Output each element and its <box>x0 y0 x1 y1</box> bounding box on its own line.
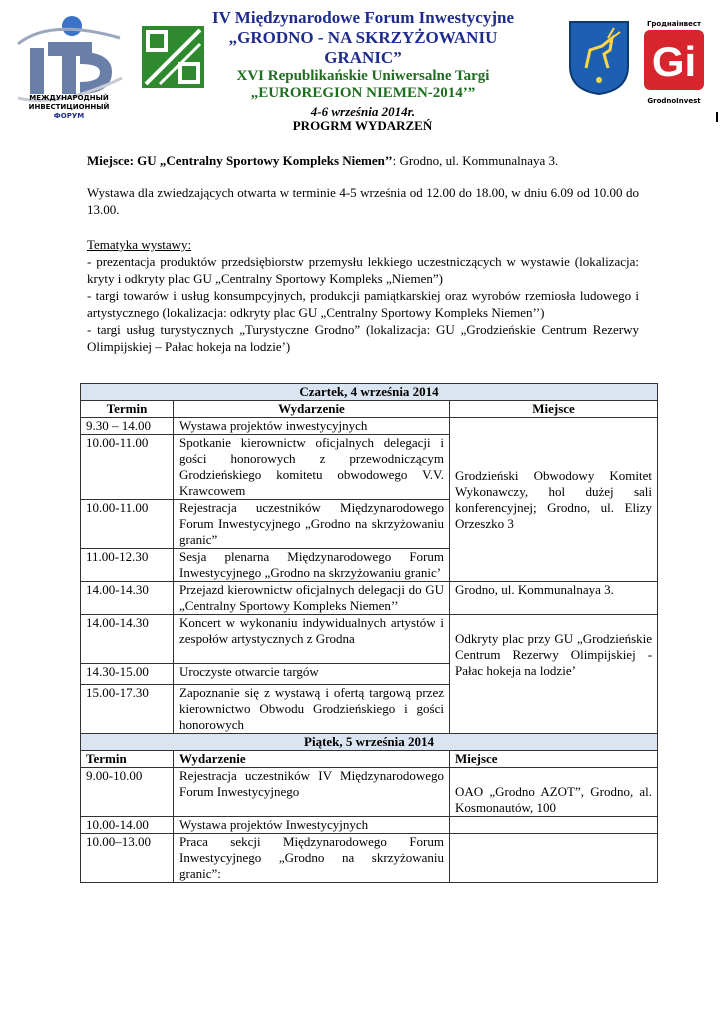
row-event: Uroczyste otwarcie targów <box>174 664 450 685</box>
gi-logo-graphic <box>638 28 710 92</box>
header-dates: 4-6 września 2014r. <box>310 104 416 119</box>
row-time: 9.00-10.00 <box>81 768 174 817</box>
program-title: PROGRM WYDARZEŃ <box>292 118 433 133</box>
opening-hours-paragraph: Wystawa dla zwiedzających otwarta w terminie 4-5 września od 12.00 do 18.00, w dniu 6.09 od 10.00 do 13.00. <box>87 185 639 217</box>
table-row <box>81 615 658 664</box>
row-time: 14.00-14.30 <box>81 582 174 615</box>
day2-title: Piątek, 5 września 2014 <box>81 734 658 751</box>
col-termin-header: Termin <box>81 401 174 418</box>
row-place: OAO „Grodno AZOT”, Grodno, al. Kosmonautów, 100 <box>450 768 658 817</box>
day-header-row <box>81 734 658 751</box>
row-time: 10.00-11.00 <box>81 500 174 549</box>
header-fair-name: „EUROREGION NIEMEN-2014’” <box>250 85 476 101</box>
row-event: Wystawa projektów inwestycyjnych <box>174 418 450 435</box>
row-time: 10.00–13.00 <box>81 834 174 883</box>
row-event: Zapoznanie się z wystawą i ofertą targową przez kierownictwo Obwodu Grodzieńskiego i gości honorowych <box>174 685 450 734</box>
header-forum-title: IV Międzynarodowe Forum Inwestycyjne <box>211 8 515 27</box>
row-time: 10.00-14.00 <box>81 817 174 834</box>
day1-title: Czartek, 4 września 2014 <box>81 384 658 401</box>
svg-text:Gi: Gi <box>651 38 697 85</box>
topic-item: - targi usług turystycznych „Turystyczne Grodno” (lokalizacja: GU „Grodzieńskie Centrum Rezerwy Olimpijskiej – Pałac hokeja na lodzie’) <box>87 322 639 354</box>
row-time: 14.00-14.30 <box>81 615 174 664</box>
venue-label: Miejsce: GU „Centralny Sportowy Kompleks Niemen’’ <box>87 153 393 168</box>
forum-logo-line2: ИНВЕСТИЦИОННЫЙ <box>28 103 110 111</box>
column-header-row <box>81 401 658 418</box>
fair-logo <box>142 26 204 88</box>
topic-item: - prezentacja produktów przedsiębiorstw przemysłu lekkiego uczestniczących w wystawie (lokalizacja: kryty i odkryty plac GU „Centralny Sportowy Kompleks „Niemen”) <box>87 254 639 286</box>
day-header-row <box>81 384 658 401</box>
topic-item: - targi towarów i usług konsumpcyjnych, produkcji pamiątkarskiej oraz wyrobów rzemiosła ludowego i artystycznego (lokalizacja: odkryty plac GU „Centralny Sportowy Kompleks Niemen’’) <box>87 288 639 320</box>
row-time: 11.00-12.30 <box>81 549 174 582</box>
forum-logo-line1: МЕЖДУНАРОДНЫЙ <box>29 94 109 102</box>
row-place-empty <box>450 834 658 883</box>
row-time: 9.30 – 14.00 <box>81 418 174 435</box>
forum-logo <box>10 8 128 128</box>
exhibition-topics <box>87 236 639 355</box>
table-row <box>81 834 658 883</box>
row-place: Grodno, ul. Kommunalnaya 3. <box>450 582 658 615</box>
col-event-header: Wydarzenie <box>174 401 450 418</box>
row-place: Grodzieński Obwodowy Komitet Wykonawczy, hol dużej sali konferencyjnej; Grodno, ul. Elizy Orzeszko 3 <box>450 418 658 582</box>
gi-logo-top-text: Гроднаiнвест <box>646 20 702 28</box>
row-event: Przejazd kierownictw oficjalnych delegacji do GU „Centralny Sportowy Kompleks Niemen’’ <box>174 582 450 615</box>
gi-logo-bottom-text: GrodnoInvest <box>647 97 701 105</box>
row-event: Wystawa projektów Inwestycyjnych <box>174 817 450 834</box>
row-event: Spotkanie kierownictw oficjalnych delegacji i gości honorowych z przewodniczącym Grodzieńskiego komitetu obwodowego V.V. Krawcowem <box>174 435 450 500</box>
row-time: 14.30-15.00 <box>81 664 174 685</box>
row-event: Rejestracja uczestników Międzynarodowego Forum Inwestycyjnego „Grodno na skrzyżowaniu granic” <box>174 500 450 549</box>
row-place-empty <box>450 817 658 834</box>
coat-of-arms-graphic <box>568 20 630 96</box>
forum-logo-line3: ФОРУМ <box>53 112 85 120</box>
grodnoinvest-logo <box>638 20 710 110</box>
row-event: Koncert w wykonaniu indywidualnych artystów i zespołów artystycznych z Grodna <box>174 615 450 664</box>
fair-logo-graphic <box>142 26 204 88</box>
row-event: Praca sekcji Międzynarodowego Forum Inwestycyjnego „Grodno na skrzyżowaniu granic”: <box>174 834 450 883</box>
table-row <box>81 418 658 435</box>
table-row <box>81 582 658 615</box>
venue-address: : Grodno, ul. Kommunalnaya 3. <box>392 153 559 168</box>
table-row <box>81 817 658 834</box>
row-event: Sesja plenarna Międzynarodowego Forum Inwestycyjnego „Grodno na skrzyżowaniu granic’ <box>174 549 450 582</box>
col-place-header: Miejsce <box>450 401 658 418</box>
col-event-header: Wydarzenie <box>174 751 450 768</box>
topics-heading: Tematyka wystawy: <box>87 237 192 252</box>
table-row <box>81 768 658 817</box>
row-time: 15.00-17.30 <box>81 685 174 734</box>
header-forum-name: „GRODNO - NA SKRZYŻOWANIU GRANIC” <box>228 28 498 67</box>
row-time: 10.00-11.00 <box>81 435 174 500</box>
col-termin-header: Termin <box>81 751 174 768</box>
row-place: Odkryty plac przy GU „Grodzieńskie Centrum Rezerwy Olimpijskiej - Pałac hokeja na lodzie’ <box>450 615 658 734</box>
col-place-header: Miejsce <box>450 751 658 768</box>
venue-paragraph <box>87 152 639 169</box>
header-fair-title: XVI Republikańskie Uniwersalne Targi <box>236 68 490 84</box>
row-event: Rejestracja uczestników IV Międzynarodowego Forum Inwestycyjnego <box>174 768 450 817</box>
coat-of-arms <box>568 20 630 96</box>
page-header <box>204 8 522 120</box>
column-header-row <box>81 751 658 768</box>
schedule-table <box>80 383 658 883</box>
